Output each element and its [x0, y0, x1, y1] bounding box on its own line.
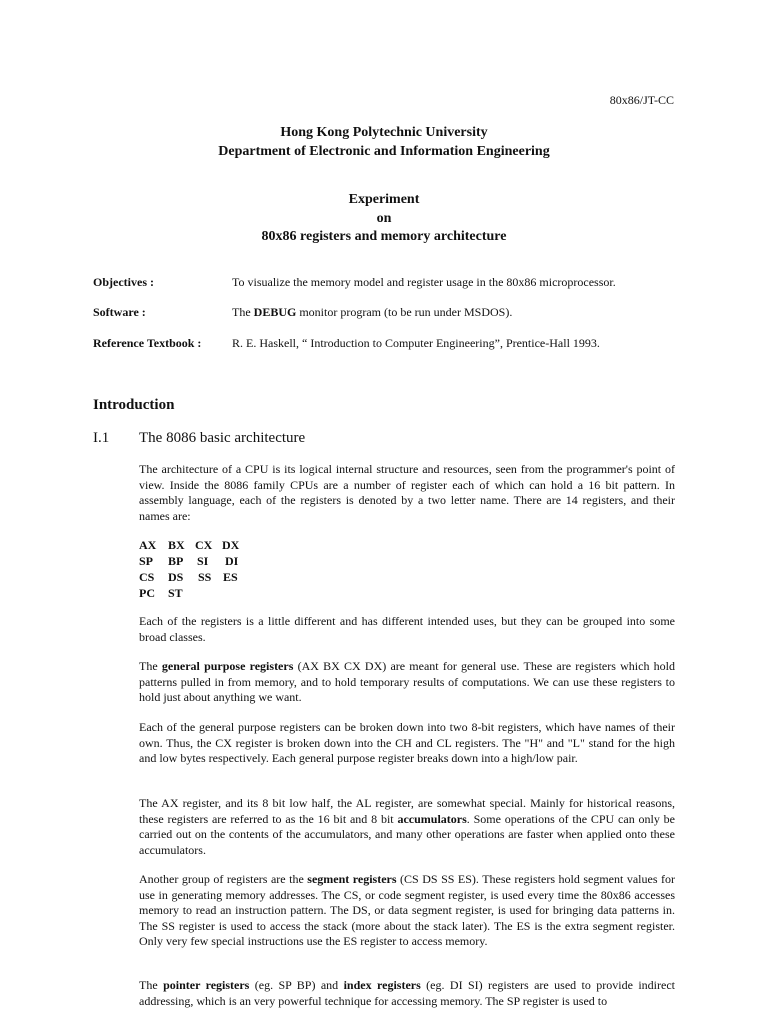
university-name: Hong Kong Polytechnic University [280, 125, 488, 140]
register-name: ST [168, 586, 183, 600]
paragraph-register-classes: Each of the registers is a little different and has different intended uses, but they can be grouped into some broad classes. [139, 614, 675, 644]
text-run: (eg. DI SI) registers are used to provide indirect addressing, which is an very powerful technique for accessing memory. The SP register is used to [139, 978, 675, 1008]
department-name: Department of Electronic and Information Engineering [218, 144, 550, 159]
software-post: monitor program (to be run under MSDOS). [296, 305, 513, 319]
software-label: Software : [93, 305, 146, 319]
paragraph-accumulators [139, 796, 675, 858]
register-name: PC [139, 586, 155, 600]
text-run: (eg. SP BP) and [249, 978, 344, 992]
introduction-heading: Introduction [93, 397, 175, 413]
document-code: 80x86/JT-CC [609, 93, 674, 107]
software-value [232, 305, 512, 320]
term-index-registers: index registers [343, 978, 421, 992]
software-bold: DEBUG [253, 305, 297, 319]
text-run: . Some operations of the CPU can only be carried out on the contents of the accumulators, and many other operations are faster when applied onto these accumulators. [139, 811, 675, 857]
text-run: Another group of registers are the [139, 872, 308, 886]
text-run: The [139, 978, 164, 992]
register-name: CS [139, 570, 155, 584]
term-accumulators: accumulators [397, 811, 467, 826]
paragraph-pointer-index [139, 978, 675, 1009]
register-name: DS [168, 570, 184, 584]
register-name: BP [168, 554, 184, 568]
register-name: ES [223, 570, 238, 584]
register-name: CX [195, 538, 213, 552]
register-name: BX [168, 538, 185, 552]
register-name: SI [197, 554, 209, 568]
experiment-title-line3: 80x86 registers and memory architecture [261, 229, 507, 244]
objectives-label: Objectives : [93, 275, 154, 289]
software-pre: The [232, 305, 254, 319]
term-general-purpose-registers: general purpose registers [161, 659, 294, 673]
paragraph-general-purpose [139, 659, 675, 706]
register-name: AX [139, 538, 157, 552]
paragraph-8bit-registers: Each of the general purpose registers can be broken down into two 8-bit registers, which have names of their own. Thus, the CX register is broken down into the CH and CL registers. The "H" and "L" stand for the high and low bytes respectively. Each general purpose register breaks down into a high/low pair. [139, 720, 675, 766]
objectives-value: To visualize the memory model and register usage in the 80x86 microprocessor. [232, 275, 616, 289]
register-name: DI [225, 554, 239, 568]
paragraph-segment-registers [139, 872, 675, 950]
text-run: The [139, 659, 162, 673]
text-run: (AX BX CX DX) are meant for general use. These are registers which hold patterns pulled in from memory, and to hold temporary results of computations. We can use these registers to hold just about anything we want. [139, 659, 675, 705]
reference-label: Reference Textbook : [93, 336, 202, 350]
register-name: SS [198, 570, 212, 584]
term-segment-registers: segment registers [307, 872, 397, 886]
register-name: SP [139, 554, 154, 568]
text-run: (CS DS SS ES). These registers hold segment values for use in generating memory addresses. The CS, or code segment register, is used every time the 80x86 accesses memory to read an instruction pattern. The DS, or data segment register, is used for bringing data patterns in. The SS register is used to access the stack (more about the stack later). The ES is the extra segment register. Only very few special instructions use the ES register to access memory. [139, 872, 675, 949]
paragraph-architecture: The architecture of a CPU is its logical internal structure and resources, seen from the programmer's point of view. Inside the 8086 family CPUs are a number of register each of which can hold a 16 bit pattern. In assembly language, each of the registers is denoted by a two letter name. There are 14 registers, and their names are: [139, 462, 675, 523]
term-pointer-registers: pointer registers [163, 978, 250, 992]
section-number: I.1 [93, 430, 110, 446]
text-run: The AX register, and its 8 bit low half, the AL register, are somewhat special. Mainly for historical reasons, these registers are referred to as the 16 bit and 8 bit [139, 796, 675, 826]
section-title: The 8086 basic architecture [139, 430, 306, 446]
experiment-title-line1: Experiment [348, 192, 420, 207]
experiment-title-line2: on [376, 211, 392, 226]
register-name: DX [222, 538, 240, 552]
reference-value: R. E. Haskell, “ Introduction to Computer Engineering”, Prentice-Hall 1993. [232, 336, 600, 350]
